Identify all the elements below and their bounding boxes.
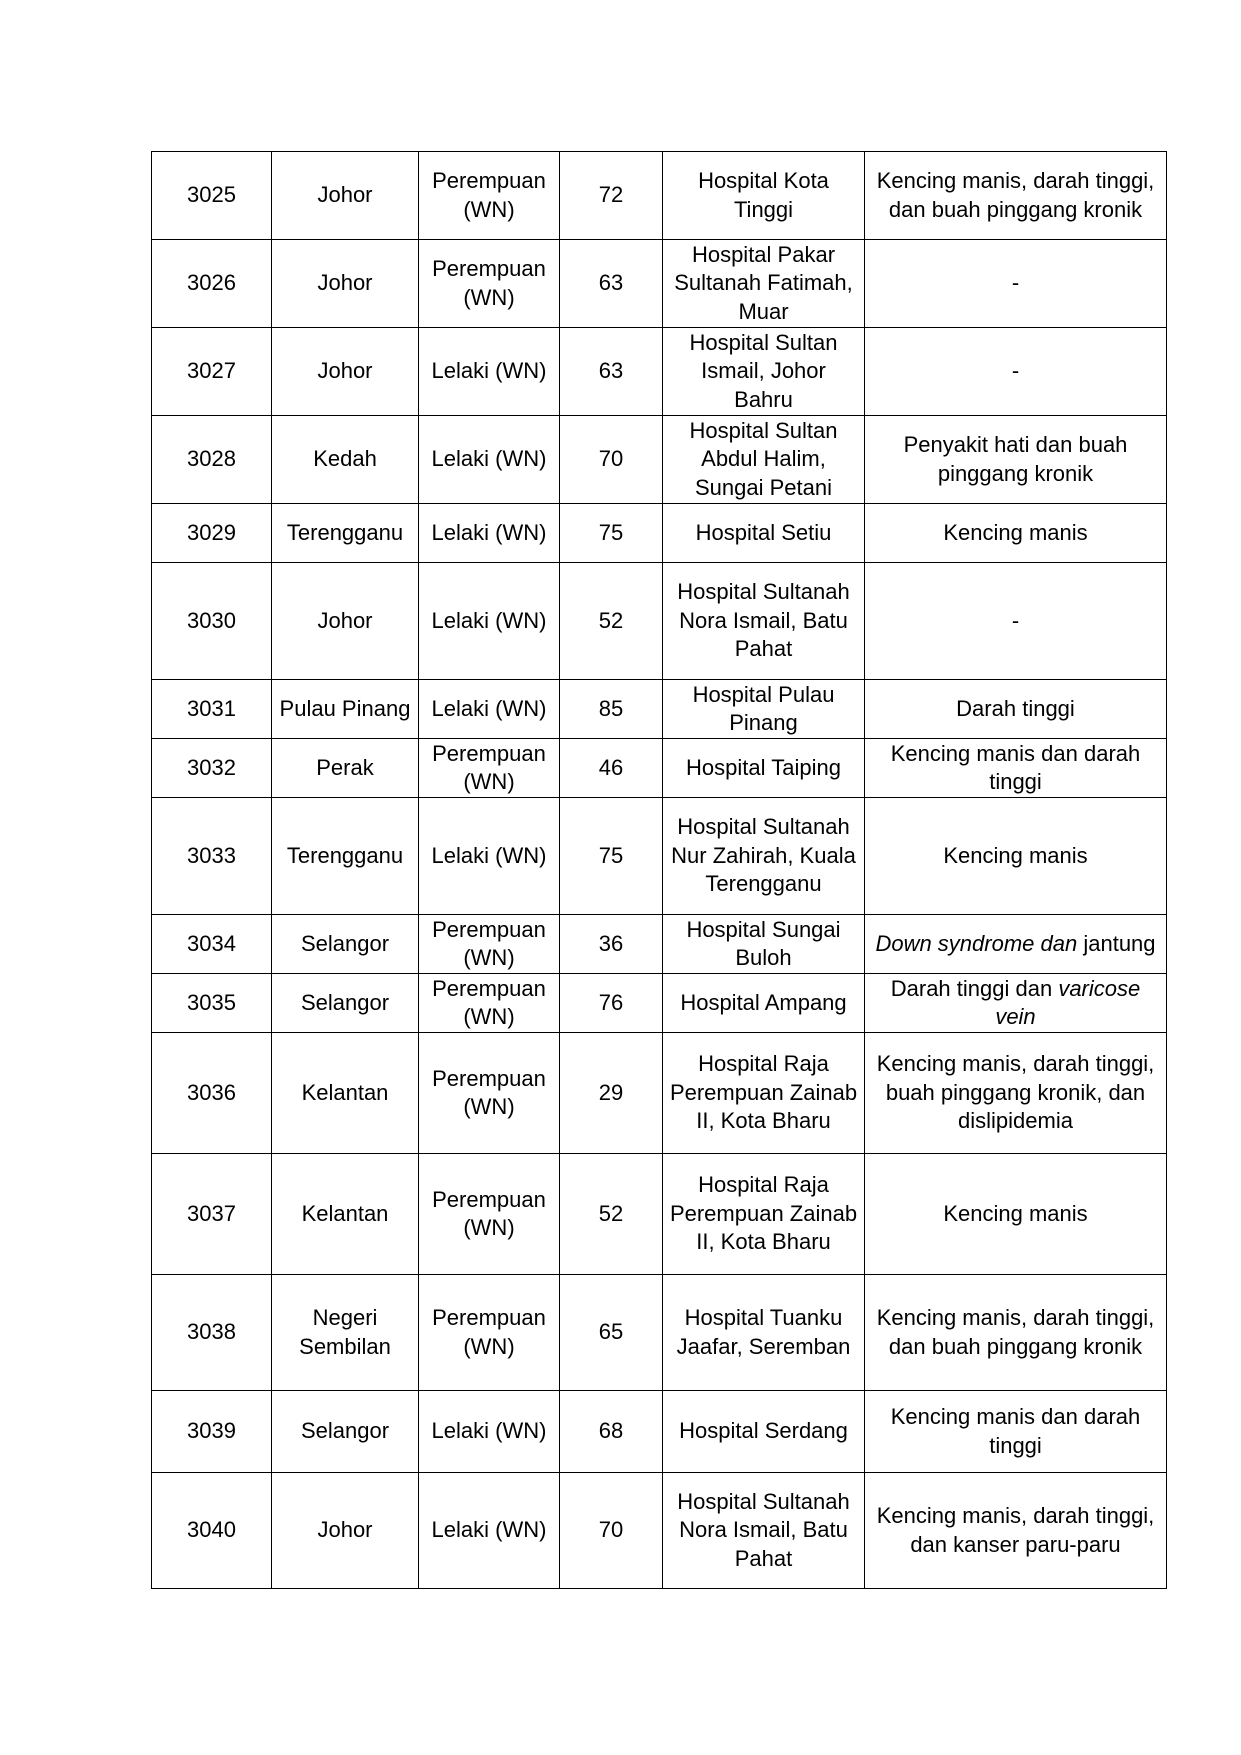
comorbidity-cell <box>865 680 1167 739</box>
state-cell: Johor <box>272 240 419 328</box>
comorbidity-cell <box>865 1033 1167 1154</box>
comorbidity-cell <box>865 563 1167 680</box>
gender-cell: Perempuan (WN) <box>419 739 560 798</box>
case-id-cell: 3038 <box>152 1275 272 1391</box>
comorbidity-cell <box>865 915 1167 974</box>
comorbidity-cell <box>865 416 1167 504</box>
gender-cell: Lelaki (WN) <box>419 416 560 504</box>
hospital-cell: Hospital Raja Perempuan Zainab II, Kota Bharu <box>663 1033 865 1154</box>
state-cell: Johor <box>272 1473 419 1589</box>
table-row <box>152 563 1167 680</box>
table-row <box>152 504 1167 563</box>
gender-cell: Perempuan (WN) <box>419 1275 560 1391</box>
case-id-cell: 3028 <box>152 416 272 504</box>
gender-cell: Lelaki (WN) <box>419 798 560 915</box>
state-cell: Terengganu <box>272 504 419 563</box>
hospital-cell: Hospital Taiping <box>663 739 865 798</box>
case-id-cell: 3027 <box>152 328 272 416</box>
comorbidity-text: jantung <box>1077 930 1156 956</box>
comorbidity-cell <box>865 504 1167 563</box>
comorbidity-text: Kencing manis, darah tinggi, dan buah pinggang kronik <box>876 168 1155 222</box>
hospital-cell: Hospital Sultanah Nora Ismail, Batu Pahat <box>663 1473 865 1589</box>
age-cell: 75 <box>560 798 663 915</box>
hospital-cell: Hospital Sultan Abdul Halim, Sungai Petani <box>663 416 865 504</box>
hospital-cell: Hospital Pakar Sultanah Fatimah, Muar <box>663 240 865 328</box>
table-row <box>152 680 1167 739</box>
comorbidity-text: - <box>1011 607 1020 633</box>
state-cell: Kelantan <box>272 1154 419 1275</box>
hospital-cell: Hospital Kota Tinggi <box>663 152 865 240</box>
comorbidity-text: - <box>1011 270 1020 296</box>
state-cell: Selangor <box>272 915 419 974</box>
comorbidity-text: Kencing manis <box>943 1200 1088 1226</box>
gender-cell: Lelaki (WN) <box>419 680 560 739</box>
table-row <box>152 974 1167 1033</box>
state-cell: Kedah <box>272 416 419 504</box>
table-row <box>152 416 1167 504</box>
case-id-cell: 3036 <box>152 1033 272 1154</box>
case-id-cell: 3040 <box>152 1473 272 1589</box>
comorbidity-cell <box>865 1154 1167 1275</box>
case-id-cell: 3031 <box>152 680 272 739</box>
hospital-cell: Hospital Sultanah Nora Ismail, Batu Pahat <box>663 563 865 680</box>
age-cell: 68 <box>560 1391 663 1473</box>
table-row <box>152 798 1167 915</box>
comorbidity-text: Darah tinggi <box>956 695 1075 721</box>
age-cell: 63 <box>560 240 663 328</box>
age-cell: 85 <box>560 680 663 739</box>
state-cell: Johor <box>272 152 419 240</box>
gender-cell: Perempuan (WN) <box>419 152 560 240</box>
hospital-cell: Hospital Ampang <box>663 974 865 1033</box>
comorbidity-text: Penyakit hati dan buah pinggang kronik <box>903 432 1128 486</box>
age-cell: 63 <box>560 328 663 416</box>
gender-cell: Lelaki (WN) <box>419 1391 560 1473</box>
age-cell: 52 <box>560 563 663 680</box>
table-row <box>152 739 1167 798</box>
gender-cell: Perempuan (WN) <box>419 1033 560 1154</box>
gender-cell: Perempuan (WN) <box>419 915 560 974</box>
case-id-cell: 3025 <box>152 152 272 240</box>
state-cell: Johor <box>272 328 419 416</box>
hospital-cell: Hospital Tuanku Jaafar, Seremban <box>663 1275 865 1391</box>
age-cell: 70 <box>560 1473 663 1589</box>
hospital-cell: Hospital Sungai Buloh <box>663 915 865 974</box>
cases-table <box>151 151 1167 1589</box>
state-cell: Kelantan <box>272 1033 419 1154</box>
state-cell: Selangor <box>272 1391 419 1473</box>
comorbidity-cell <box>865 798 1167 915</box>
hospital-cell: Hospital Serdang <box>663 1391 865 1473</box>
state-cell: Pulau Pinang <box>272 680 419 739</box>
comorbidity-cell <box>865 240 1167 328</box>
age-cell: 65 <box>560 1275 663 1391</box>
hospital-cell: Hospital Setiu <box>663 504 865 563</box>
gender-cell: Lelaki (WN) <box>419 328 560 416</box>
case-id-cell: 3032 <box>152 739 272 798</box>
hospital-cell: Hospital Sultan Ismail, Johor Bahru <box>663 328 865 416</box>
age-cell: 52 <box>560 1154 663 1275</box>
case-id-cell: 3034 <box>152 915 272 974</box>
comorbidity-cell <box>865 1473 1167 1589</box>
comorbidity-cell <box>865 1391 1167 1473</box>
table-row <box>152 1391 1167 1473</box>
table-row <box>152 1473 1167 1589</box>
age-cell: 75 <box>560 504 663 563</box>
gender-cell: Lelaki (WN) <box>419 563 560 680</box>
comorbidity-cell <box>865 1275 1167 1391</box>
comorbidity-cell <box>865 739 1167 798</box>
table-row <box>152 152 1167 240</box>
table-row <box>152 1033 1167 1154</box>
state-cell: Terengganu <box>272 798 419 915</box>
age-cell: 46 <box>560 739 663 798</box>
age-cell: 70 <box>560 416 663 504</box>
table-row <box>152 1154 1167 1275</box>
comorbidity-cell <box>865 152 1167 240</box>
comorbidity-cell <box>865 974 1167 1033</box>
case-id-cell: 3039 <box>152 1391 272 1473</box>
case-id-cell: 3035 <box>152 974 272 1033</box>
comorbidity-text: Kencing manis <box>943 842 1088 868</box>
gender-cell: Lelaki (WN) <box>419 504 560 563</box>
comorbidity-text: Kencing manis, darah tinggi, dan kanser paru-paru <box>876 1503 1155 1557</box>
comorbidity-text: varicose vein <box>995 975 1141 1029</box>
case-id-cell: 3030 <box>152 563 272 680</box>
gender-cell: Perempuan (WN) <box>419 1154 560 1275</box>
case-id-cell: 3029 <box>152 504 272 563</box>
hospital-cell: Hospital Raja Perempuan Zainab II, Kota Bharu <box>663 1154 865 1275</box>
table-row <box>152 915 1167 974</box>
table-row <box>152 240 1167 328</box>
table-row <box>152 328 1167 416</box>
age-cell: 76 <box>560 974 663 1033</box>
comorbidity-text: Kencing manis, darah tinggi, dan buah pinggang kronik <box>876 1305 1155 1359</box>
hospital-cell: Hospital Pulau Pinang <box>663 680 865 739</box>
table-body <box>152 152 1167 1589</box>
case-id-cell: 3026 <box>152 240 272 328</box>
comorbidity-text: Kencing manis dan darah tinggi <box>890 740 1141 794</box>
state-cell: Perak <box>272 739 419 798</box>
age-cell: 29 <box>560 1033 663 1154</box>
state-cell: Negeri Sembilan <box>272 1275 419 1391</box>
comorbidity-text: Kencing manis, darah tinggi, buah pinggang kronik, dan dislipidemia <box>876 1051 1155 1134</box>
gender-cell: Lelaki (WN) <box>419 1473 560 1589</box>
comorbidity-text: Kencing manis <box>943 519 1088 545</box>
age-cell: 36 <box>560 915 663 974</box>
age-cell: 72 <box>560 152 663 240</box>
gender-cell: Perempuan (WN) <box>419 240 560 328</box>
comorbidity-text: Kencing manis dan darah tinggi <box>890 1404 1141 1458</box>
state-cell: Selangor <box>272 974 419 1033</box>
state-cell: Johor <box>272 563 419 680</box>
gender-cell: Perempuan (WN) <box>419 974 560 1033</box>
case-id-cell: 3033 <box>152 798 272 915</box>
comorbidity-cell <box>865 328 1167 416</box>
case-id-cell: 3037 <box>152 1154 272 1275</box>
comorbidity-text: - <box>1011 358 1020 384</box>
hospital-cell: Hospital Sultanah Nur Zahirah, Kuala Terengganu <box>663 798 865 915</box>
comorbidity-text: Down syndrome dan <box>875 930 1078 956</box>
table-row <box>152 1275 1167 1391</box>
comorbidity-text: Darah tinggi dan <box>890 975 1059 1001</box>
